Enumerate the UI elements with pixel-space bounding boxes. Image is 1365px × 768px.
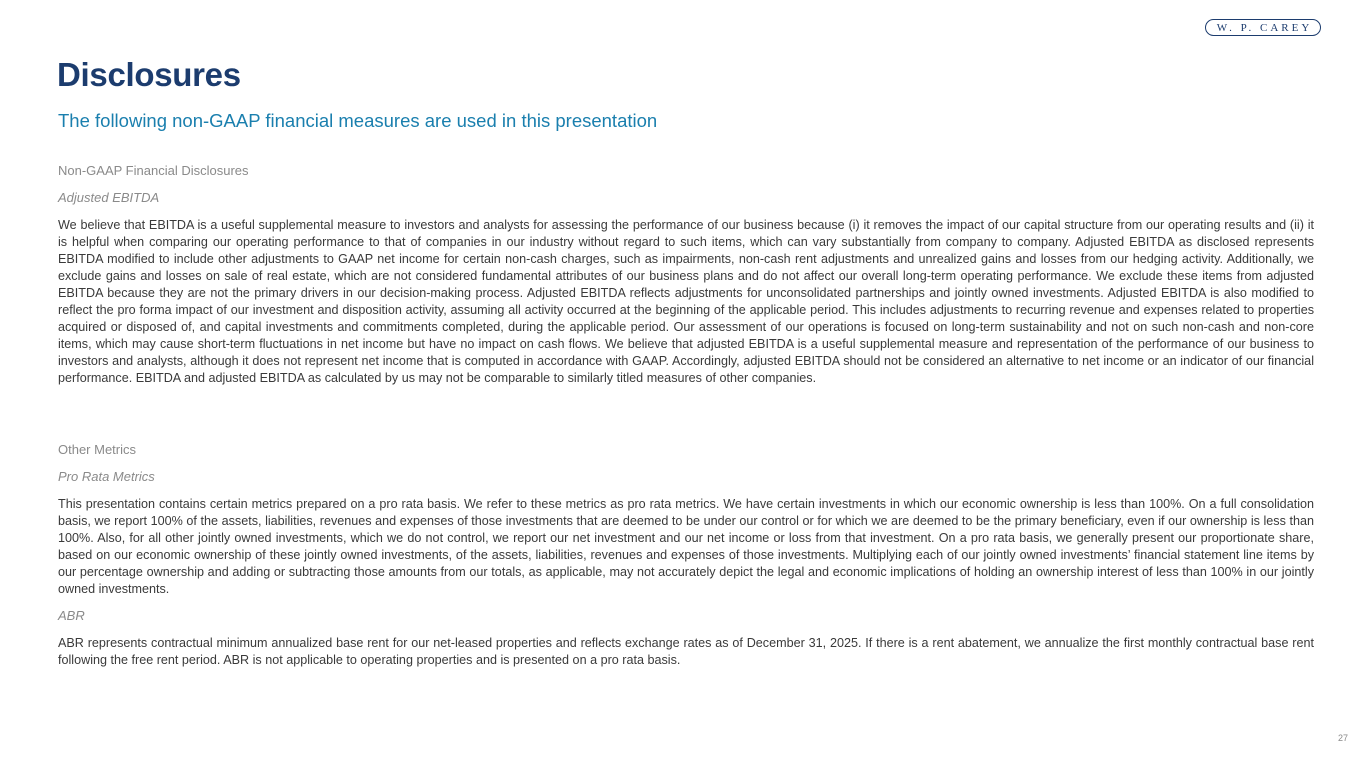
section-heading-other-metrics: Other Metrics: [58, 442, 137, 457]
company-logo: W. P. CAREY: [1205, 19, 1321, 36]
page-title: Disclosures: [57, 56, 241, 93]
paragraph-pro-rata-metrics: This presentation contains certain metrics prepared on a pro rata basis. We refer to these metrics as pro rata metrics. We have certain investments in which our economic ownership is less than 100%. On a full consolidation basis, we report 100% of the assets, liabilities, revenues and expenses of those investments that are deemed to be under our control or for which we are deemed to be the primary beneficiary, even if our ownership is less than 100%. Also, for all other jointly owned investments, which we do not control, we report our net investment and our net income or loss from that investment. On a pro rata basis, we generally present our proportionate share, based on our economic ownership of these jointly owned investments, of the assets, liabilities, revenues and expenses of those investments. Multiplying each of our jointly owned investments’ financial statement line items by our percentage ownership and adding or subtracting those amounts from our totals, as applicable, may not accurately depict the legal and economic implications of holding an ownership interest of less than 100% in our jointly owned investments.: [58, 497, 1314, 596]
paragraph-abr: ABR represents contractual minimum annualized base rent for our net-leased properties and reflects exchange rates as of December 31, 2025. If there is a rent abatement, we annualize the first monthly contractual base rent following the free rent period. ABR is not applicable to operating properties and is presented on a pro rata basis.: [58, 636, 1314, 667]
page-subtitle: The following non-GAAP financial measures are used in this presentation: [58, 110, 658, 131]
page-number: 27: [1338, 733, 1349, 743]
subheading-pro-rata-metrics: Pro Rata Metrics: [58, 469, 155, 484]
paragraph-adjusted-ebitda: We believe that EBITDA is a useful supplemental measure to investors and analysts for assessing the performance of our business because (i) it removes the impact of our capital structure from our operating results and (ii) it is helpful when comparing our operating performance to that of companies in our industry without regard to such items, which can vary substantially from company to company. Adjusted EBITDA as disclosed represents EBITDA modified to include other adjustments to GAAP net income for certain non-cash charges, such as impairments, non-cash rent adjustments and unrealized gains and losses from our hedging activity. Additionally, we exclude gains and losses on sale of real estate, which are not considered fundamental attributes of our business plans and do not affect our overall long-term operating performance. We exclude these items from adjusted EBITDA because they are not the primary drivers in our decision-making process. Adjusted EBITDA reflects adjustments for unconsolidated partnerships and jointly owned investments. Adjusted EBITDA is also modified to reflect the pro forma impact of our investment and disposition activity, assuming all activity occurred at the beginning of the applicable period. This includes adjustments to recurring revenue and expenses related to properties acquired or disposed of, and capital investments and commitments completed, during the applicable period. Our assessment of our operations is focused on long-term sustainability and not on such non-cash and non-core items, which may cause short-term fluctuations in net income but have no impact on cash flows. We believe that adjusted EBITDA is a useful supplemental measure and representation of the performance of our business to investors and analysts, although it does not represent net income that is computed in accordance with GAAP. Accordingly, adjusted EBITDA should not be considered an alternative to net income or an indicator of our financial performance. EBITDA and adjusted EBITDA as calculated by us may not be comparable to similarly titled measures of other companies.: [58, 218, 1314, 385]
subheading-adjusted-ebitda: Adjusted EBITDA: [58, 190, 160, 205]
section-heading-non-gaap: Non-GAAP Financial Disclosures: [58, 163, 249, 178]
subheading-abr: ABR: [58, 608, 85, 623]
